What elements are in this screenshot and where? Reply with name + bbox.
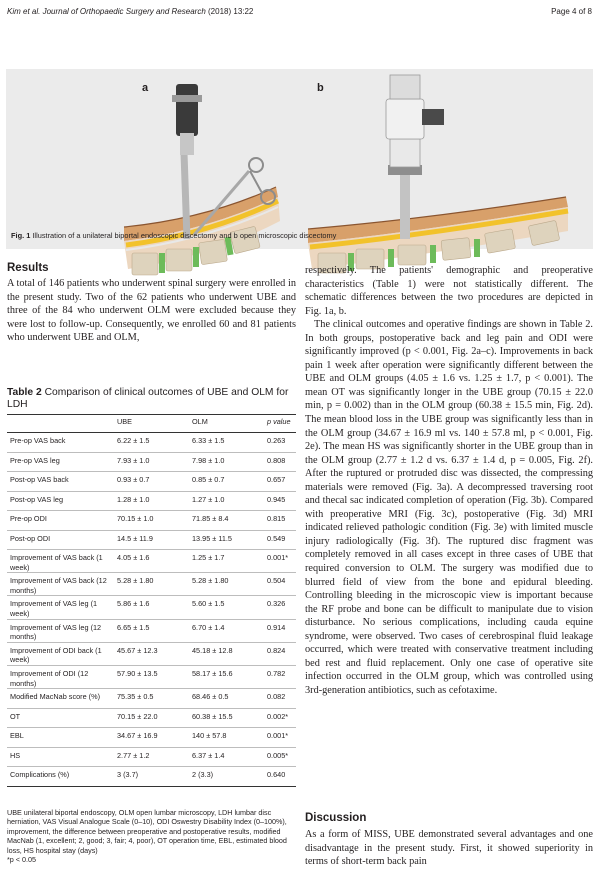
table-cell: Pre-op ODI [10, 514, 47, 523]
table-2-significance: *p < 0.05 [7, 855, 36, 865]
table-cell: Improvement of ODI back (1 week) [10, 645, 102, 665]
table-row [7, 491, 296, 511]
table-cell: 0.001* [267, 553, 289, 562]
results-paragraph-right-1: respectively. The patients' demographic and preoperative characteristics (Table 1) were not statistically different. The schematic differences between the two procedures are depicted in Fig. 1a, b. [305, 265, 593, 317]
table-row [7, 708, 296, 728]
table-2-title [7, 387, 296, 411]
table-cell: 34.67 ± 16.9 [117, 731, 158, 741]
table-cell: 14.5 ± 11.9 [117, 533, 153, 543]
table-2-footnote [7, 808, 296, 864]
table-cell: 0.082 [267, 692, 286, 702]
table-cell: 70.15 ± 22.0 [117, 711, 158, 721]
table-cell: 0.640 [267, 770, 286, 780]
panel-b-illustration [308, 75, 568, 273]
table-cell: Improvement of VAS back (1 week) [10, 553, 103, 572]
table-2-abbreviations: UBE unilateral biportal endoscopy, OLM open lumbar microscopy, LDH lumbar disc herniation, VAS Visual Analogue Scale (0–10), ODI Oswestry Disability Index (0–100%), improvement, the difference between preoperative and postoperative results, modified MacNab (1, excellent; 2, good; 3, fair; 4, poor), OT operation time, EBL, estimated blood loss, HS hospital stay (days) [7, 808, 287, 855]
table-cell: 7.98 ± 1.0 [192, 455, 225, 465]
table-cell: 5.28 ± 1.80 [117, 576, 154, 586]
panel-a-label: a [142, 82, 149, 94]
table-header-cell: OLM [189, 415, 264, 433]
table-row [7, 596, 296, 619]
panel-b-label: b [317, 82, 324, 94]
table-cell: 68.46 ± 0.5 [192, 692, 229, 702]
results-heading: Results [7, 262, 49, 274]
table-cell: 0.945 [267, 494, 286, 504]
table-cell: Modified MacNab score (%) [10, 692, 101, 702]
table-cell: 13.95 ± 11.5 [192, 533, 232, 543]
table-cell: 5.60 ± 1.5 [192, 599, 225, 609]
table-cell: Post-op ODI [10, 533, 51, 543]
table-row [7, 689, 296, 709]
table-cell: HS [10, 750, 21, 760]
table-header-cell: UBE [114, 415, 189, 433]
table-header-cell: p value [264, 415, 296, 433]
table-2-caption: Comparison of clinical outcomes of UBE and OLM for LDH [7, 387, 289, 410]
figure-1 [6, 69, 593, 249]
table-cell: 6.37 ± 1.4 [192, 750, 225, 760]
table-cell: 0.914 [267, 622, 286, 632]
table-cell: 2.77 ± 1.2 [117, 750, 150, 760]
table-cell: 0.002* [267, 711, 289, 721]
table-cell: 7.93 ± 1.0 [117, 455, 150, 465]
table-cell: Improvement of VAS leg (1 week) [10, 599, 98, 618]
table-cell: 6.70 ± 1.4 [192, 622, 225, 632]
table-row [7, 642, 296, 665]
table-header-row [7, 415, 296, 433]
table-cell: 0.824 [267, 645, 286, 655]
table-cell: Post-op VAS leg [10, 494, 63, 504]
running-head [7, 7, 253, 16]
table-row [7, 665, 296, 688]
table-cell: Pre-op VAS back [10, 436, 66, 445]
table-row [7, 728, 296, 748]
table-cell: 2 (3.3) [192, 770, 214, 780]
table-cell: 6.33 ± 1.5 [192, 436, 225, 445]
results-paragraph-left: A total of 146 patients who underwent spinal surgery were enrolled in the present study. Two of the 62 patients who underwent UBE and three of the 84 who underwent OLM were excluded because they were lost to follow-up. Consequently, we enrolled 60 and 81 patients who underwent UBE and OLM, [7, 278, 296, 344]
table-cell: Pre-op VAS leg [10, 455, 60, 465]
table-cell: Complications (%) [10, 770, 70, 780]
table-cell: 6.22 ± 1.5 [117, 436, 150, 445]
discussion-heading: Discussion [305, 812, 367, 824]
table-cell: 45.67 ± 12.3 [117, 645, 158, 655]
table-cell: 58.17 ± 15.6 [192, 668, 233, 678]
table-cell: 45.18 ± 12.8 [192, 645, 233, 655]
table-row [7, 619, 296, 642]
table-cell: 140 ± 57.8 [192, 731, 227, 741]
table-cell: 71.85 ± 8.4 [192, 514, 229, 523]
table-cell: 5.86 ± 1.6 [117, 599, 150, 609]
table-cell: 0.815 [267, 514, 286, 523]
discussion-column [305, 828, 593, 869]
table-cell: 0.657 [267, 475, 286, 484]
table-cell: 75.35 ± 0.5 [117, 692, 154, 702]
table-cell: 0.263 [267, 436, 286, 445]
table-cell: 1.25 ± 1.7 [192, 553, 225, 562]
page-number: Page 4 of 8 [551, 7, 592, 16]
table-cell: OT [10, 711, 21, 721]
table-cell: EBL [10, 731, 24, 741]
discussion-paragraph: As a form of MISS, UBE demonstrated several advantages and one disadvantage in the present study. First, it showed superiority in terms of short-term back pain [305, 829, 593, 868]
table-2 [7, 414, 296, 787]
table-cell: 0.93 ± 0.7 [117, 475, 150, 484]
table-row [7, 530, 296, 550]
table-cell: 5.28 ± 1.80 [192, 576, 229, 586]
table-cell: 0.549 [267, 533, 286, 543]
table-cell: 0.85 ± 0.7 [192, 475, 225, 484]
table-cell: 6.65 ± 1.5 [117, 622, 150, 632]
table-row [7, 452, 296, 472]
figure-caption-text: Illustration of a unilateral biportal endoscopic discectomy and b open microscopic discectomy [32, 231, 337, 240]
table-cell: 4.05 ± 1.6 [117, 553, 150, 562]
table-cell: Improvement of ODI (12 months) [10, 668, 89, 688]
table-cell: Post-op VAS back [10, 475, 69, 484]
table-row [7, 747, 296, 767]
table-cell: 60.38 ± 15.5 [192, 711, 233, 721]
figure-illustration [6, 69, 593, 297]
results-paragraph-right-2: The clinical outcomes and operative findings are shown in Table 2. In both groups, postoperative back and leg pain and ODI were significantly improved (p < 0.001, Fig. 2a–c). Improvements in back pain 1 week after operation were significantly different between the UBE and OLM groups (4.05 ± 1.6 vs. 1.25 ± 1.7, p < 0.001). The mean OT was significantly longer in the UBE group (70.15 ± 22.0 min, p = 0.002) than in the OLM group (60.38 ± 15.5 min, Fig. 2d). The mean blood loss in the UBE group was significantly less than in the OLM group (34.67 ± 16.9 ml vs. 140 ± 57.8 ml, p < 0.001, Fig. 2e). The mean HS was significantly shorter in the UBE group than in the OLM group (2.77 ± 1.2 d vs. 6.37 ± 1.4 d, p = 0.005, Fig. 2f). After the ruptured or protruded disc was dissected, the compressing materials were removed (Fig. 3a). A decompressed traversing root and thecal sac indicated completion of operation (Fig. 3b). Compared with preoperative MRI (Fig. 3c), postoperative (Fig. 3d) MRI indicated relieved pathologic condition (Fig. 3e) with limited muscle injury radiologically (Fig. 3f). The ruptured disc fragment was completely removed in all cases except in three cases of UBE that required conversion to OLM. The surgery was modified due to blurred field of view from the bone and epidural bleeding. Controlling bleeding in the microscopic view is important because the RF probe and bone can be difficult to manipulate due to vision disturbance. No serious complications, including cauda equine syndrome, were observed. Two cases of cerebrospinal fluid leakage occurred, which were treated with conservative treatment including bed rest and fluid replacement. Only one case of operative site infection occurred in the OLM group, which was controlled using 3rd-generation antibiotics, such as cefotaxime. [305, 319, 593, 696]
table-row [7, 767, 296, 787]
table-cell: 0.005* [267, 750, 289, 760]
table-cell: 1.28 ± 1.0 [117, 494, 150, 504]
results-right-column [305, 264, 593, 698]
figure-caption [11, 231, 336, 240]
results-left-column [7, 277, 296, 345]
panel-a-illustration [124, 84, 280, 275]
citation: (2018) 13:22 [208, 7, 254, 16]
table-cell: Improvement of VAS leg (12 months) [10, 622, 102, 642]
table-row [7, 472, 296, 492]
table-cell: 3 (3.7) [117, 770, 139, 780]
figure-caption-label: Fig. 1 [11, 231, 31, 240]
table-header-cell [7, 415, 114, 433]
table-cell: 0.808 [267, 455, 286, 465]
table-cell: Improvement of VAS back (12 months) [10, 576, 107, 595]
table-row [7, 573, 296, 596]
table-cell: 0.001* [267, 731, 289, 741]
table-cell: 1.27 ± 1.0 [192, 494, 225, 504]
table-cell: 57.90 ± 13.5 [117, 668, 158, 678]
journal-name: Kim et al. Journal of Orthopaedic Surgery and Research [7, 7, 206, 16]
table-cell: 70.15 ± 1.0 [117, 514, 154, 523]
table-cell: 0.326 [267, 599, 286, 609]
table-cell: 0.782 [267, 668, 286, 678]
table-row [7, 550, 296, 573]
table-row [7, 511, 296, 531]
table-2-label: Table 2 [7, 387, 42, 398]
table-row [7, 433, 296, 453]
table-cell: 0.504 [267, 576, 286, 586]
